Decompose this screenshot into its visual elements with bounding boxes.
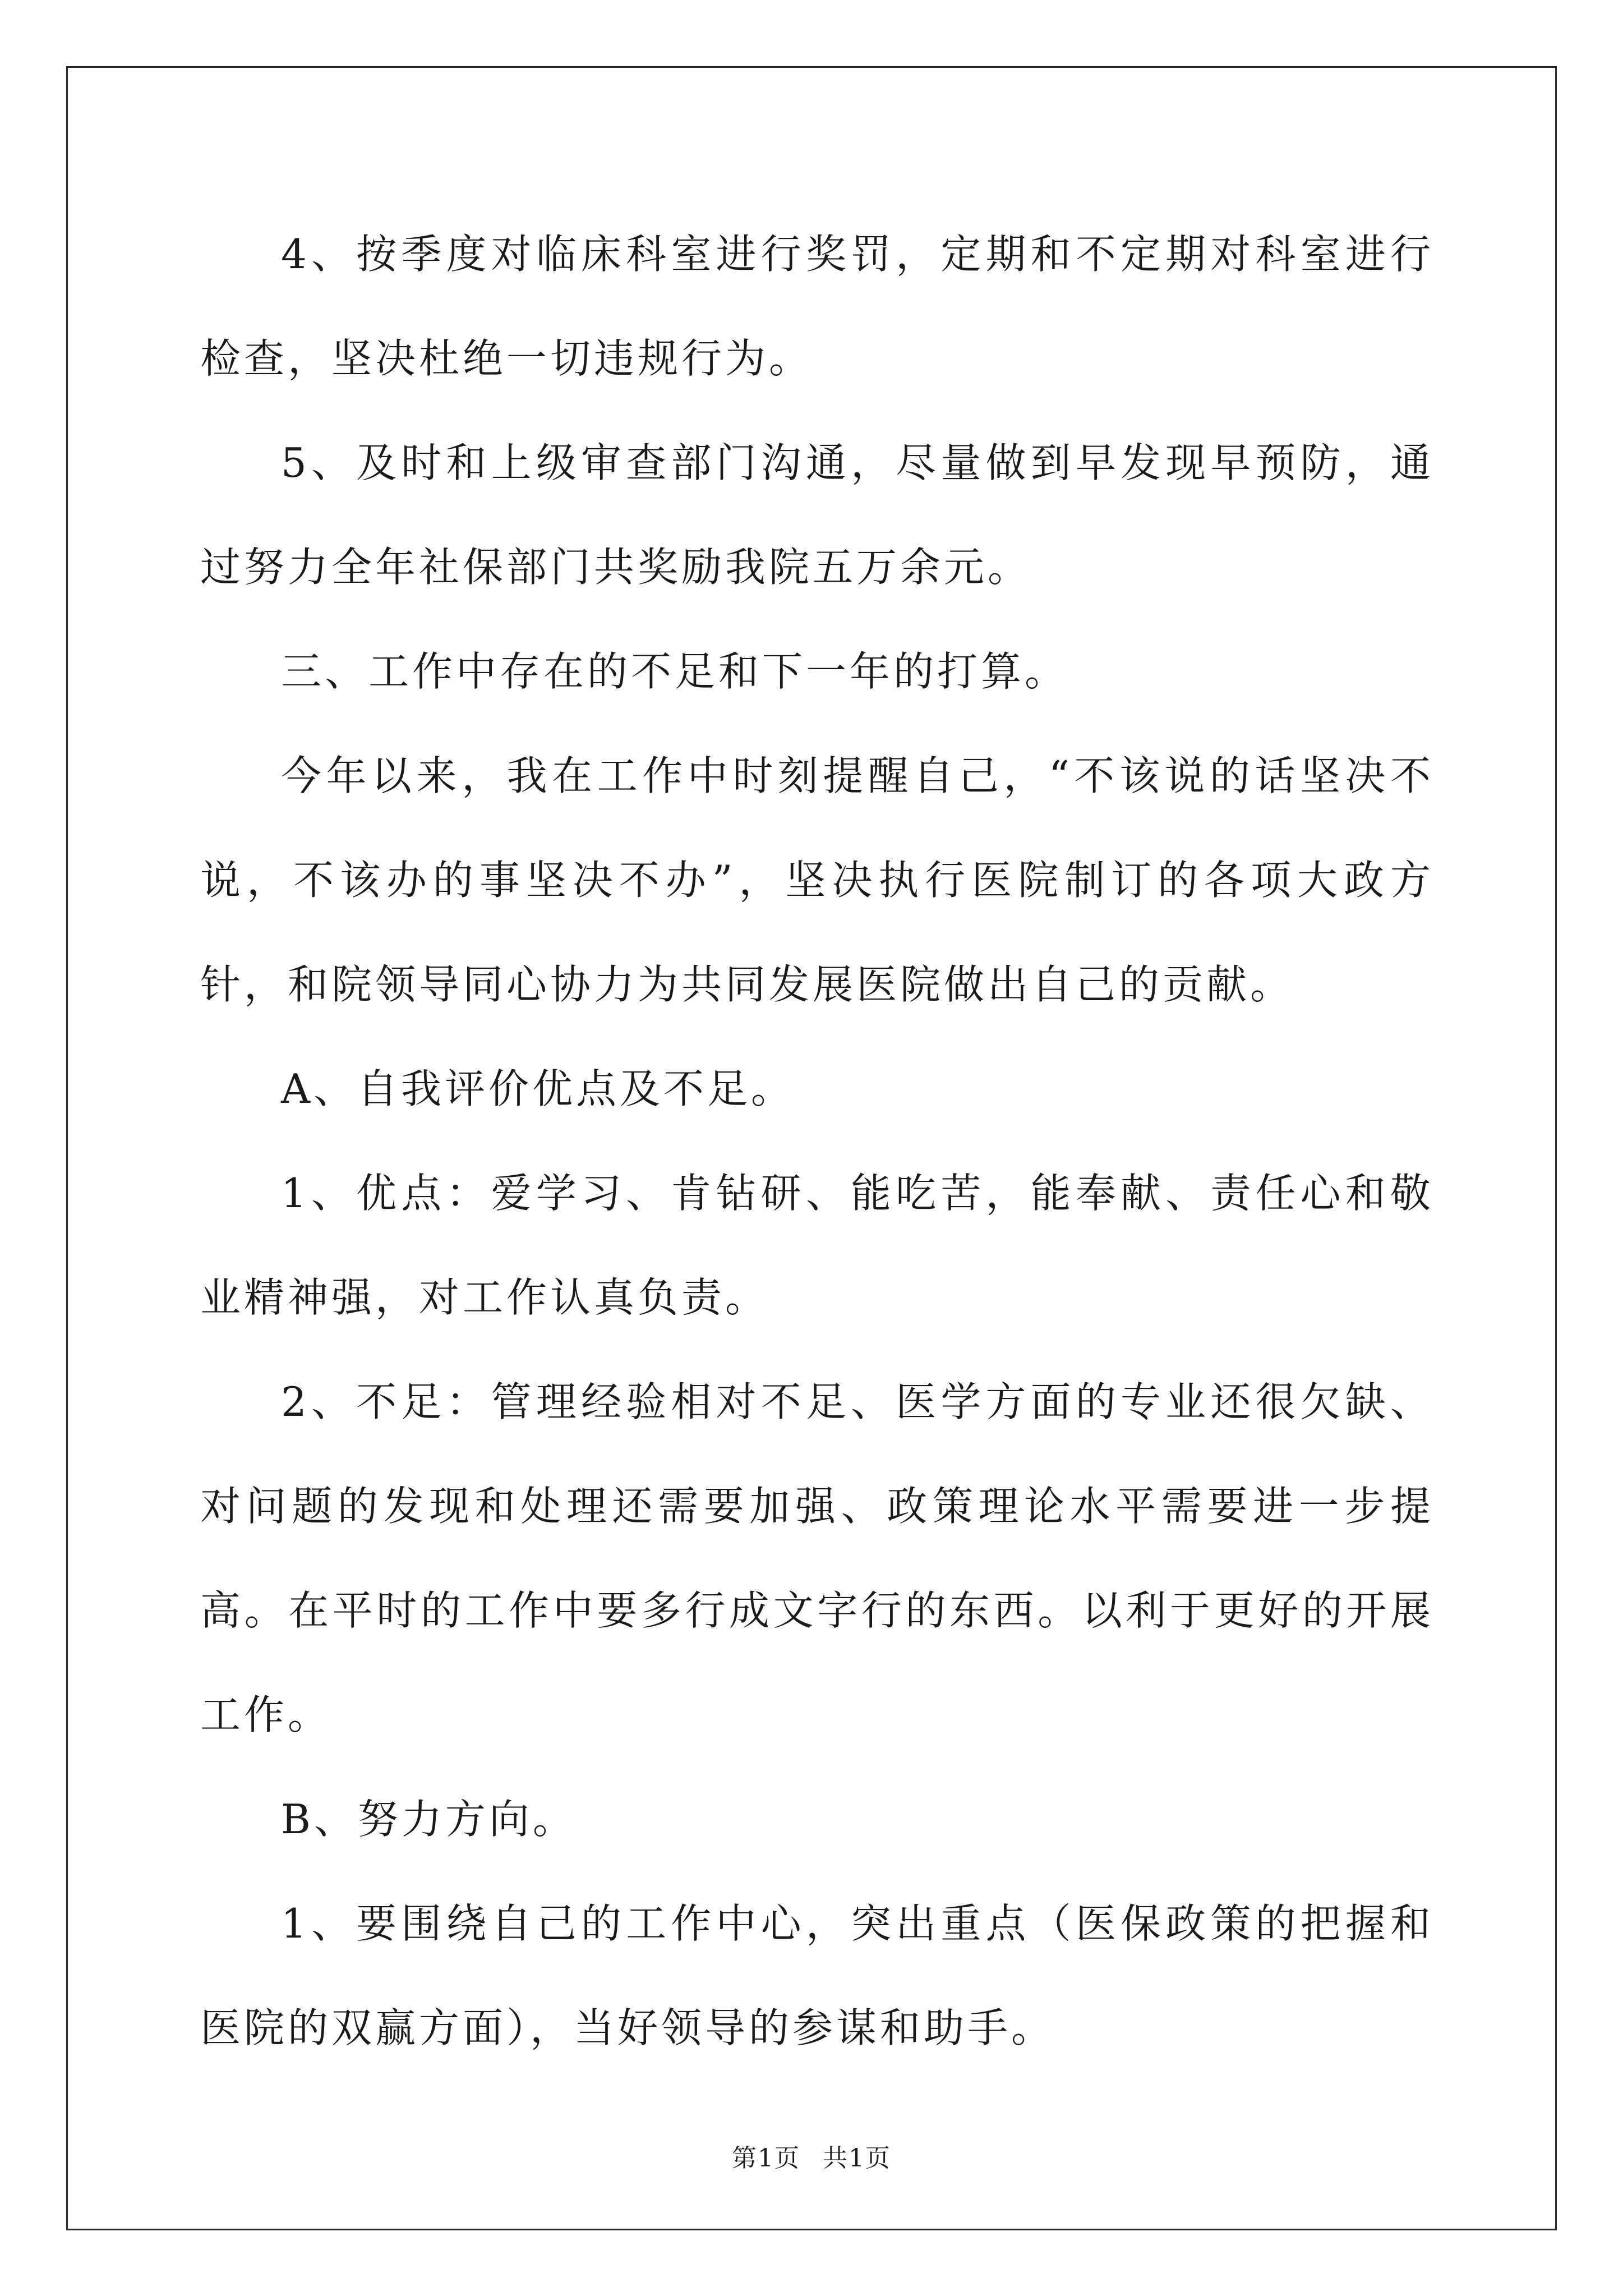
paragraph-weaknesses: 2、不足：管理经验相对不足、医学方面的专业还很欠缺、对问题的发现和处理还需要加强、政策理论水平需要进一步提高。在平时的工作中要多行成文字行的东西。以利于更好的开展工作。 [200, 1378, 1434, 1738]
subheading-self-evaluation: A、自我评价优点及不足。 [281, 1065, 795, 1112]
page-footer [0, 2142, 1623, 2175]
subheading-direction: B、努力方向。 [281, 1796, 577, 1843]
paragraph-item-4-rewards: 4、按季度对临床科室进行奖罚，定期和不定期对科室进行检查，坚决杜绝一切违规行为。 [200, 231, 1434, 382]
page-number-current: 第1页 [732, 2144, 800, 2173]
paragraph-direction-item-1: 1、要围绕自己的工作中心，突出重点（医保政策的把握和医院的双赢方面），当好领导的参谋和助手。 [200, 1900, 1434, 2051]
paragraph-self-reminder: 今年以来，我在工作中时刻提醒自己，“不该说的话坚决不说，不该办的事坚决不办”，坚决执行医院制订的各项大政方针，和院领导同心协力为共同发展医院做出自己的贡献。 [200, 752, 1434, 1008]
section-heading-shortcomings: 三、工作中存在的不足和下一年的打算。 [281, 648, 1069, 695]
paragraph-item-5-communication: 5、及时和上级审查部门沟通，尽量做到早发现早预防，通过努力全年社保部门共奖励我院五万余元。 [200, 439, 1434, 591]
document-body [200, 202, 1434, 2080]
page-number-total: 共1页 [823, 2144, 891, 2173]
paragraph-strengths: 1、优点：爱学习、肯钻研、能吃苦，能奉献、责任心和敬业精神强，对工作认真负责。 [200, 1170, 1434, 1321]
